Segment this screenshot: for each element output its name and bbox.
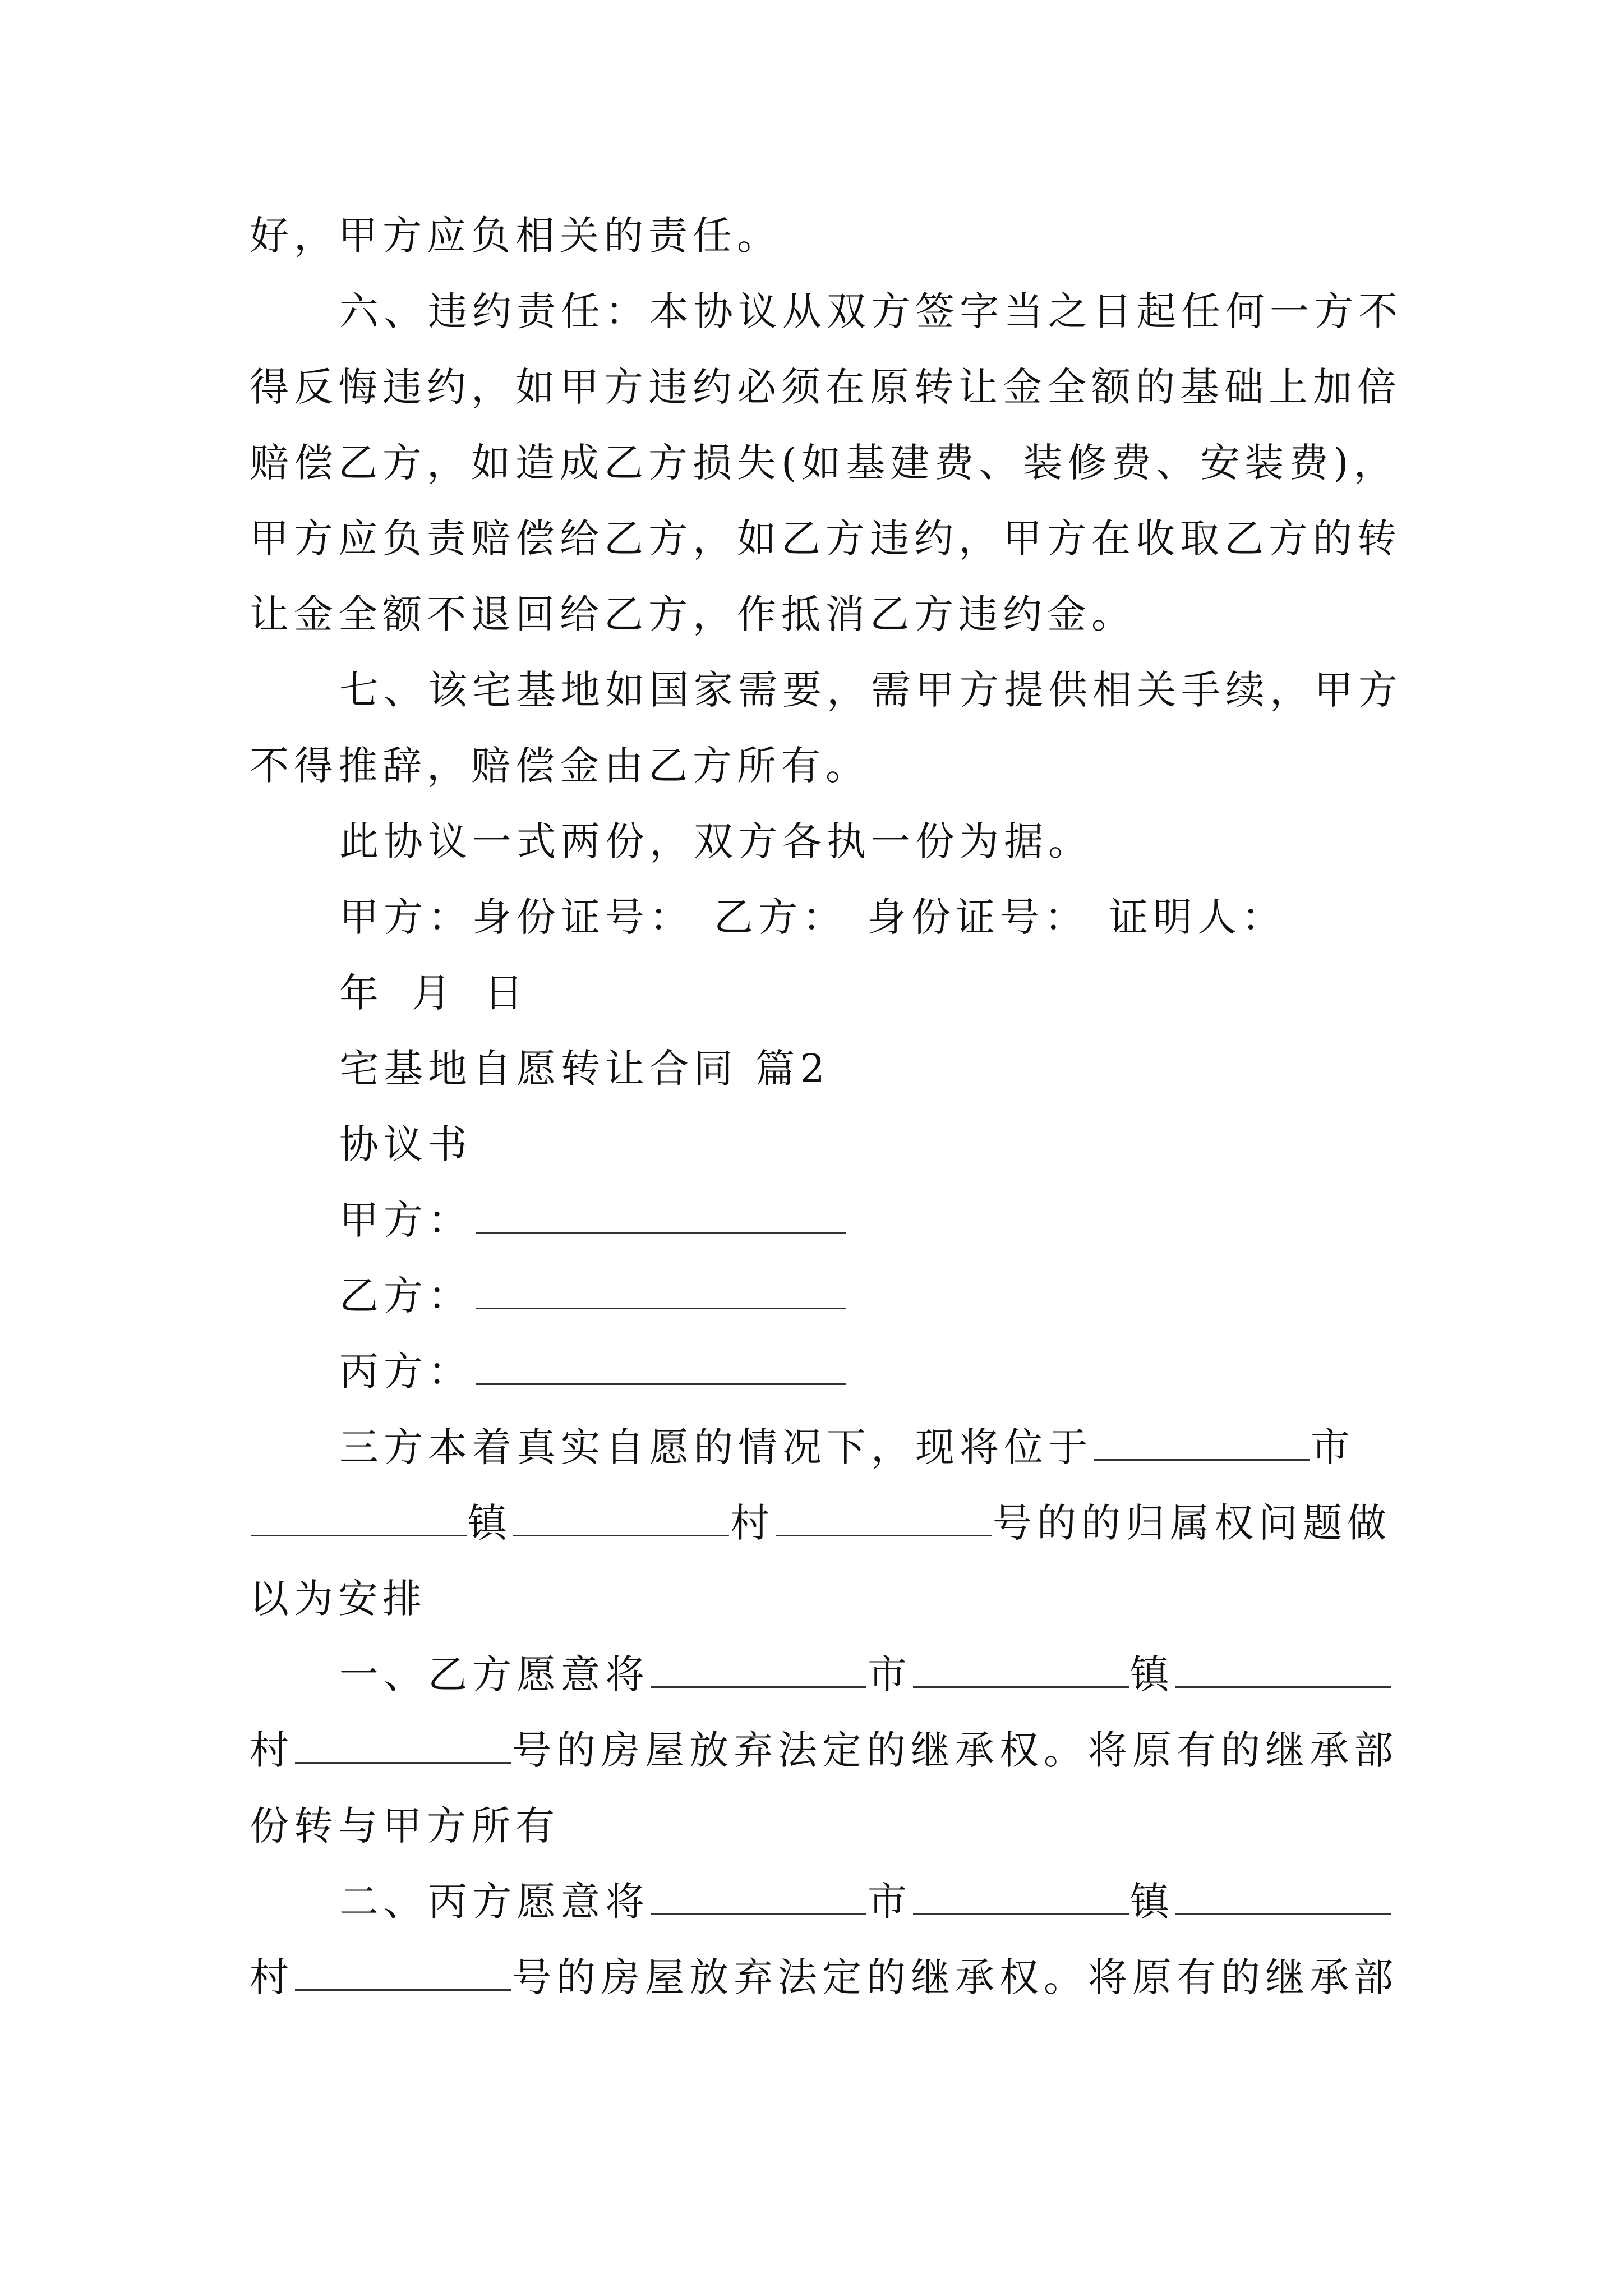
clause-2-village-blank — [1175, 1881, 1391, 1915]
party-c-blank — [476, 1351, 846, 1385]
clause-1-line: 份转与甲方所有 — [250, 1803, 560, 1849]
clause-2-city-blank — [651, 1881, 866, 1915]
clause-1-line — [339, 1646, 1388, 1708]
paragraph-line: 甲方应负责赔偿给乙方，如乙方违约，甲方在收取乙方的转 — [250, 516, 1401, 562]
date-month: 月 — [412, 970, 456, 1016]
clause-1-city-blank — [651, 1654, 866, 1688]
clause-2-lead: 二、丙方愿意将 — [339, 1879, 649, 1925]
clause-1-rest: 号的房屋放弃法定的继承权。将原有的继承部 — [512, 1727, 1398, 1773]
party-b-label: 乙方： — [339, 1273, 472, 1319]
intro-line — [339, 1419, 1388, 1481]
intro-text: 号的的归属权问题做 — [993, 1500, 1391, 1546]
intro-village-label: 村 — [730, 1500, 774, 1546]
party-b-id-label: 身份证号： — [867, 894, 1089, 940]
intro-number-blank — [776, 1502, 992, 1536]
intro-town-blank — [251, 1502, 467, 1536]
intro-city-blank — [1094, 1427, 1310, 1461]
clause-1-village-blank — [1175, 1654, 1391, 1688]
party-a-label: 甲方： — [339, 1197, 472, 1243]
clause-1-city-label: 市 — [868, 1651, 912, 1697]
paragraph-line: 好，甲方应负相关的责任。 — [250, 213, 781, 259]
clause-2-village-label: 村 — [250, 1954, 294, 2000]
date-year: 年 — [339, 970, 384, 1016]
party-a-line — [339, 1192, 1388, 1254]
intro-line — [250, 1495, 1391, 1557]
clause-2-line — [250, 1949, 1398, 2011]
paragraph-line: 六、违约责任：本协议从双方签字当之日起任何一方不 — [339, 288, 1403, 334]
party-c-label: 丙方： — [339, 1349, 472, 1395]
paragraph-line: 让金全额不退回给乙方，作抵消乙方违约金。 — [250, 591, 1136, 637]
paragraph-line: 不得推辞，赔偿金由乙方所有。 — [250, 743, 870, 789]
signature-line — [339, 889, 1388, 951]
clause-1-number-blank — [295, 1729, 511, 1764]
party-a-blank — [476, 1199, 846, 1234]
party-c-line — [339, 1343, 1388, 1405]
party-b-label: 乙方： — [714, 894, 847, 940]
clause-2-town-label: 镇 — [1130, 1879, 1174, 1925]
date-day: 日 — [484, 970, 528, 1016]
intro-village-blank — [513, 1502, 729, 1536]
clause-2-town-blank — [913, 1881, 1129, 1915]
date-line — [339, 965, 1388, 1027]
clause-2-number-blank — [295, 1957, 511, 1991]
clause-1-village-label: 村 — [250, 1727, 294, 1773]
party-a-id-label: 甲方：身份证号： — [339, 894, 694, 940]
intro-city-label: 市 — [1311, 1424, 1355, 1470]
intro-town-label: 镇 — [468, 1500, 512, 1546]
intro-line: 以为安排 — [250, 1576, 427, 1622]
paragraph-line: 七、该宅基地如国家需要，需甲方提供相关手续，甲方 — [339, 667, 1403, 713]
clause-1-town-blank — [913, 1654, 1129, 1688]
clause-2-line — [339, 1874, 1388, 1935]
clause-1-town-label: 镇 — [1130, 1651, 1174, 1697]
clause-1-lead: 一、乙方愿意将 — [339, 1651, 649, 1697]
clause-1-line — [250, 1722, 1398, 1784]
party-b-blank — [476, 1275, 846, 1309]
paragraph-line: 得反悔违约，如甲方违约必须在原转让金全额的基础上加倍 — [250, 364, 1401, 410]
witness-label: 证明人： — [1109, 894, 1286, 940]
clause-2-rest: 号的房屋放弃法定的继承权。将原有的继承部 — [512, 1954, 1398, 2000]
section-title: 宅基地自愿转让合同 篇2 — [339, 1046, 830, 1092]
party-b-line — [339, 1268, 1388, 1329]
clause-2-city-label: 市 — [868, 1879, 912, 1925]
intro-text: 三方本着真实自愿的情况下，现将位于 — [339, 1424, 1092, 1470]
paragraph-line: 此协议一式两份，双方各执一份为据。 — [339, 818, 1092, 864]
paragraph-line: 赔偿乙方，如造成乙方损失(如基建费、装修费、安装费)， — [250, 440, 1398, 486]
agreement-title: 协议书 — [339, 1121, 472, 1167]
